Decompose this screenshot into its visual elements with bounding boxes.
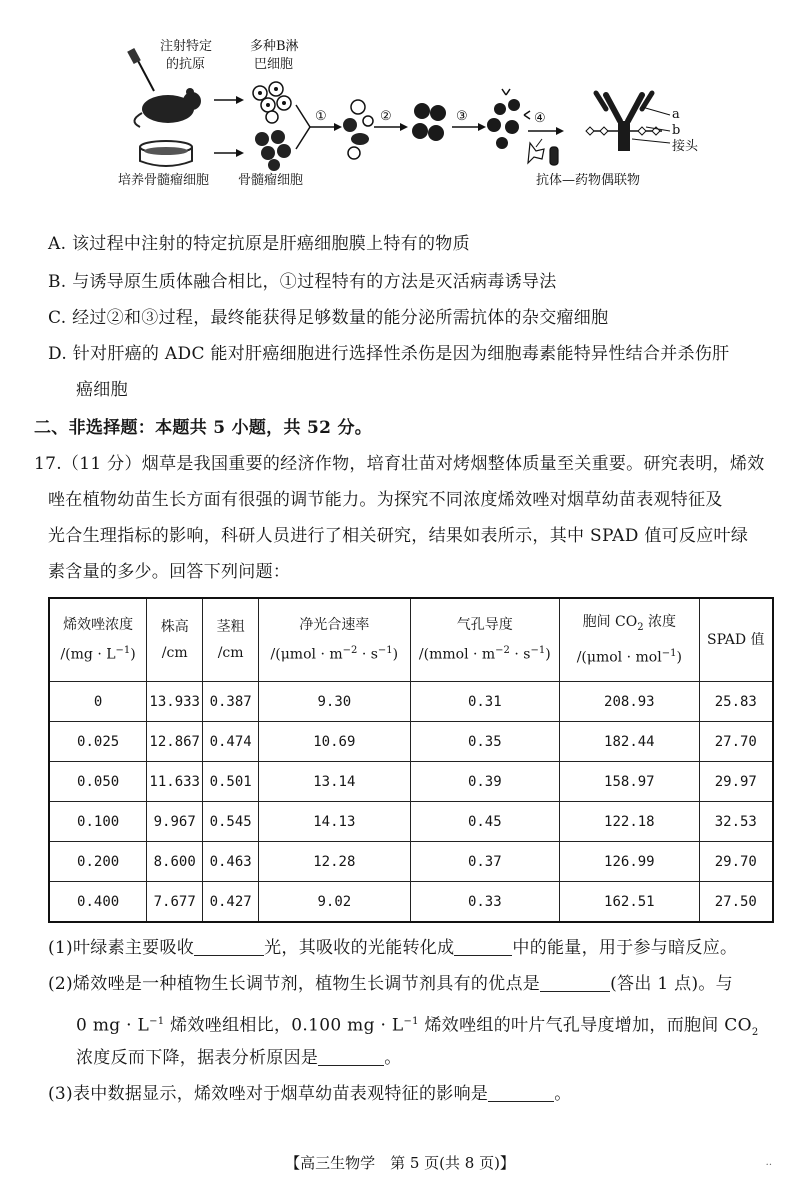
table-cell: 9.30 bbox=[259, 682, 410, 722]
table-header-row bbox=[49, 598, 773, 682]
step-4-label: ④ bbox=[534, 111, 546, 126]
table-cell: 0.31 bbox=[410, 682, 559, 722]
option-d: D. 针对肝癌的 ADC 能对肝癌细胞进行选择性杀伤是因为细胞毒素能特异性结合并杀伤肝 bbox=[48, 344, 730, 364]
table-cell: 122.18 bbox=[560, 802, 700, 842]
table-cell: 0.200 bbox=[49, 842, 147, 882]
answer-blank-3[interactable] bbox=[488, 1083, 554, 1102]
label-adc: 抗体—药物偶联物 bbox=[536, 173, 641, 188]
table-cell: 0.050 bbox=[49, 762, 147, 802]
drug-molecule-icon bbox=[528, 143, 558, 165]
table-cell: 10.69 bbox=[259, 722, 410, 762]
table-cell: 29.70 bbox=[699, 842, 773, 882]
answer-blank-2a[interactable] bbox=[540, 973, 610, 992]
table-cell: 182.44 bbox=[560, 722, 700, 762]
table-cell: 12.867 bbox=[147, 722, 203, 762]
label-bcell-line1: 多种B淋 bbox=[250, 39, 299, 54]
table-cell: 0.474 bbox=[203, 722, 259, 762]
label-linker: 接头 bbox=[672, 139, 699, 154]
option-c: C. 经过②和③过程，最终能获得足够数量的能分泌所需抗体的杂交瘤细胞 bbox=[48, 308, 609, 328]
table-cell: 0.387 bbox=[203, 682, 259, 722]
adc-antibody-icon bbox=[586, 93, 670, 151]
question-3: (3)表中数据显示，烯效唑对于烟草幼苗表观特征的影响是 。 bbox=[48, 1084, 572, 1104]
label-inject: 注射特定 bbox=[160, 39, 213, 54]
table-cell: 0.501 bbox=[203, 762, 259, 802]
hybridoma-cells-icon bbox=[412, 103, 446, 141]
table-cell: 13.933 bbox=[147, 682, 203, 722]
table-cell: 158.97 bbox=[560, 762, 700, 802]
table-cell: 11.633 bbox=[147, 762, 203, 802]
option-b: B. 与诱导原生质体融合相比，①过程特有的方法是灭活病毒诱导法 bbox=[48, 272, 557, 292]
table-cell: 0 bbox=[49, 682, 147, 722]
step-2-label: ② bbox=[380, 109, 392, 124]
label-myeloma: 骨髓瘤细胞 bbox=[238, 173, 304, 188]
results-table bbox=[48, 597, 774, 923]
culture-dish-icon bbox=[140, 141, 192, 166]
mouse-icon bbox=[134, 88, 201, 127]
question-2-line-3: 浓度反而下降，据表分析原因是 。 bbox=[76, 1048, 402, 1068]
table-cell: 0.33 bbox=[410, 882, 559, 923]
syringe-icon bbox=[127, 48, 154, 91]
monoclonal-antibody-diagram bbox=[110, 35, 710, 195]
page-footer: 【高三生物学 第 5 页(共 8 页)】 bbox=[285, 1154, 515, 1172]
header-spad: SPAD 值 bbox=[699, 598, 773, 682]
header-net-photosynthesis: 净光合速率 $/(\mu mol \cdot m^{-2} \cdot s^{-1})$ bbox=[259, 598, 410, 682]
table-row bbox=[49, 762, 773, 802]
myeloma-cells-icon bbox=[255, 130, 291, 171]
table-cell: 14.13 bbox=[259, 802, 410, 842]
table-cell: 9.02 bbox=[259, 882, 410, 923]
label-bcell-line2: 巴细胞 bbox=[254, 57, 294, 72]
step-3-label: ③ bbox=[456, 109, 468, 124]
table-cell: 9.967 bbox=[147, 802, 203, 842]
table-cell: 0.45 bbox=[410, 802, 559, 842]
table-cell: 12.28 bbox=[259, 842, 410, 882]
table-row bbox=[49, 802, 773, 842]
q17-line-4: 素含量的多少。回答下列问题： bbox=[48, 562, 291, 582]
q17-line-3: 光合生理指标的影响，科研人员进行了相关研究，结果如表所示，其中 SPAD 值可反应叶绿 bbox=[48, 526, 749, 546]
question-2-line-1: (2)烯效唑是一种植物生长调节剂，植物生长调节剂具有的优点是 (答出 1 点)。与 bbox=[48, 974, 733, 994]
header-plant-height: 株高 /cm bbox=[147, 598, 203, 682]
table-row bbox=[49, 722, 773, 762]
table-cell: 0.35 bbox=[410, 722, 559, 762]
answer-blank-1b[interactable] bbox=[454, 937, 512, 956]
header-intercellular-co2: 胞间 $CO_2$ 浓度 /(μmol · mol$^{-1}$) bbox=[560, 598, 700, 682]
table-cell: 208.93 bbox=[560, 682, 700, 722]
table-cell: 0.025 bbox=[49, 722, 147, 762]
header-concentration: 烯效唑浓度 $/(mg \cdot L^{-1})$ bbox=[49, 598, 147, 682]
header-stem-diameter: 茎粗 /cm bbox=[203, 598, 259, 682]
label-b: b bbox=[672, 123, 681, 138]
section-heading: 二、非选择题：本题共 5 小题，共 52 分。 bbox=[34, 418, 373, 438]
table-cell: 0.427 bbox=[203, 882, 259, 923]
table-cell: 0.545 bbox=[203, 802, 259, 842]
table-cell: 0.100 bbox=[49, 802, 147, 842]
q17-line-1: 17.（11 分）烟草是我国重要的经济作物，培育壮苗对烤烟整体质量至关重要。研究表明，烯效 bbox=[34, 454, 765, 474]
table-cell: 0.400 bbox=[49, 882, 147, 923]
table-cell: 27.50 bbox=[699, 882, 773, 923]
table-cell: 0.463 bbox=[203, 842, 259, 882]
table-cell: 126.99 bbox=[560, 842, 700, 882]
table-cell: 0.39 bbox=[410, 762, 559, 802]
step-1-label: ① bbox=[315, 109, 327, 124]
answer-blank-1a[interactable] bbox=[194, 937, 264, 956]
table-cell: 8.600 bbox=[147, 842, 203, 882]
table-cell: 25.83 bbox=[699, 682, 773, 722]
answer-blank-2b[interactable] bbox=[318, 1047, 384, 1066]
label-antigen: 的抗原 bbox=[166, 57, 206, 72]
label-culture-myeloma: 培养骨髓瘤细胞 bbox=[118, 173, 210, 188]
label-a: a bbox=[672, 107, 680, 122]
table-row bbox=[49, 682, 773, 722]
corner-mark: ·· bbox=[765, 1160, 772, 1171]
table-cell: 29.97 bbox=[699, 762, 773, 802]
antibody-producing-cells-icon bbox=[487, 99, 520, 149]
option-d-continued: 癌细胞 bbox=[76, 380, 128, 400]
table-cell: 0.37 bbox=[410, 842, 559, 882]
table-row bbox=[49, 882, 773, 923]
table-cell: 162.51 bbox=[560, 882, 700, 923]
fused-cells-icon bbox=[343, 100, 373, 159]
table-cell: 32.53 bbox=[699, 802, 773, 842]
question-2-line-2: 0 mg · $L^{-1}$ 烯效唑组相比，0.100 mg · $L^{-1}$ 烯效唑组的叶片气孔导度增加，而胞间 $CO_2$ bbox=[76, 1015, 759, 1039]
table-cell: 13.14 bbox=[259, 762, 410, 802]
table-cell: 27.70 bbox=[699, 722, 773, 762]
q17-line-2: 唑在植物幼苗生长方面有很强的调节能力。为探究不同浓度烯效唑对烟草幼苗表观特征及 bbox=[48, 490, 723, 510]
question-1: (1)叶绿素主要吸收 光，其吸收的光能转化成 中的能量，用于参与暗反应。 bbox=[48, 938, 738, 958]
table-row bbox=[49, 842, 773, 882]
table-cell: 7.677 bbox=[147, 882, 203, 923]
header-stomatal-conductance: 气孔导度 /(mmol · $m^{-2} \cdot s^{-1}$) bbox=[410, 598, 559, 682]
option-a: A. 该过程中注射的特定抗原是肝癌细胞膜上特有的物质 bbox=[48, 234, 470, 254]
